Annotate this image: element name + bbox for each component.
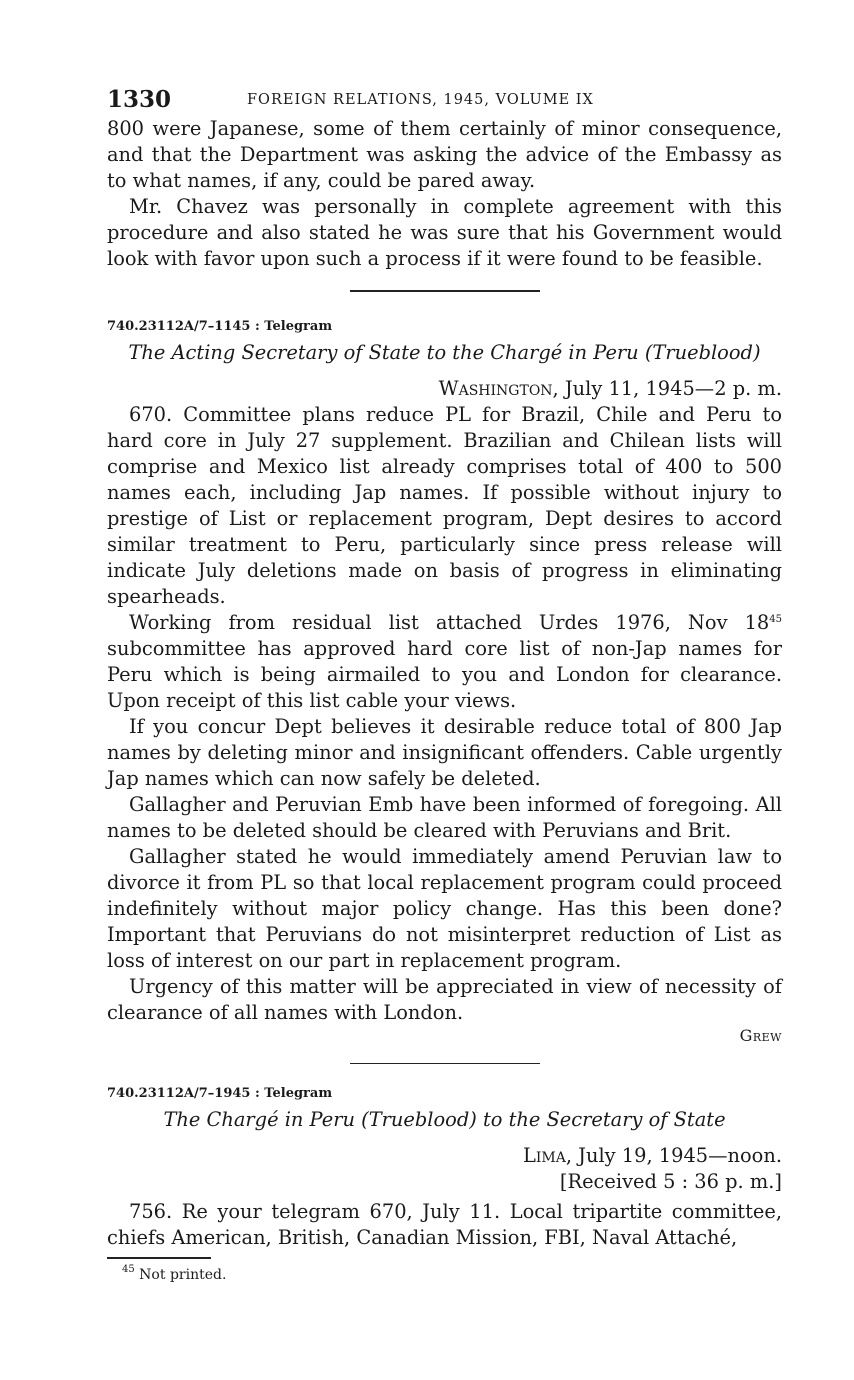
- doc1-paragraph-4: Gallagher and Peruvian Emb have been informed of foregoing. All names to be deleted should be cleared with Peruvians and Brit.: [107, 792, 782, 842]
- footnote-marker: 45: [769, 613, 782, 625]
- running-head: FOREIGN RELATIONS, 1945, VOLUME IX: [247, 92, 594, 108]
- doc1-dateline-date: , July 11, 1945—2 p. m.: [552, 376, 782, 400]
- doc2-dateline-date: , July 19, 1945—noon.: [565, 1144, 782, 1167]
- doc1-reference: 740.23112A/7–1145 : Telegram: [107, 318, 333, 334]
- doc1-paragraph-6: Urgency of this matter will be appreciated in view of necessity of clearance of all names with London.: [107, 974, 782, 1024]
- intro-paragraph-1: 800 were Japanese, some of them certainly of minor consequence, and that the Department was asking the advice of the Embassy as to what names, if any, could be pared away.: [107, 117, 782, 192]
- doc1-paragraph-3: If you concur Dept believes it desirable reduce total of 800 Jap names by deleting minor and insignificant offenders. Cable urgently Jap names which can now safely be deleted.: [107, 714, 782, 790]
- doc2-dateline: [107, 1143, 782, 1169]
- footnote-number: 45: [122, 1263, 135, 1275]
- doc2-reference: 740.23112A/7–1945 : Telegram: [107, 1086, 333, 1101]
- doc1-dateline: [107, 376, 782, 402]
- doc1-paragraph-2-end: subcommittee has approved hard core list of non-Jap names for Peru which is being airmailed to you and London for clearance. Upon receipt of this list cable your views.: [107, 636, 782, 712]
- doc1-paragraph-1: 670. Committee plans reduce PL for Brazil, Chile and Peru to hard core in July 27 supplement. Brazilian and Chilean lists will comprise and Mexico list already comprises total of 400 to 500 names each, including Jap names. If possible without injury to prestige of List or replacement program, Dept desires to accord similar treatment to Peru, particularly since press release will indicate July deletions made on basis of progress in eliminating spearheads.: [107, 402, 782, 608]
- doc2-paragraph-1: 756. Re your telegram 670, July 11. Local tripartite committee, chiefs American, British, Canadian Mission, FBI, Naval Attaché,: [107, 1200, 782, 1249]
- footnote-text: Not printed.: [134, 1266, 227, 1283]
- document-page: [107, 86, 782, 1283]
- doc1-paragraph-2-start: Working from residual list attached Urdes 1976, Nov 18: [129, 610, 770, 634]
- footnote: [107, 1263, 782, 1283]
- page-number: 1330: [107, 86, 172, 113]
- page-header: [107, 86, 782, 116]
- doc2-dateline-place: Lima: [523, 1144, 566, 1167]
- doc1-paragraph-5: Gallagher stated he would immediately amend Peruvian law to divorce it from PL so that local replacement program could proceed indefinitely without major policy change. Has this been done? Important that Peruvians do not misinterpret reduction of List as loss of interest on our part in replacement program.: [107, 844, 782, 972]
- doc1-signature: Grew: [739, 1025, 782, 1045]
- doc2-received: [Received 5 : 36 p. m.]: [559, 1170, 782, 1193]
- doc2-title: The Chargé in Peru (Trueblood) to the Secretary of State: [163, 1108, 726, 1131]
- doc1-title: The Acting Secretary of State to the Chargé in Peru (Trueblood): [128, 340, 761, 364]
- doc1-paragraph-2: [107, 610, 782, 714]
- intro-paragraph-2: Mr. Chavez was personally in complete agreement with this procedure and also stated he was sure that his Government would look with favor upon such a process if it were found to be feasible.: [107, 195, 782, 270]
- doc1-dateline-place: Washington: [438, 376, 553, 400]
